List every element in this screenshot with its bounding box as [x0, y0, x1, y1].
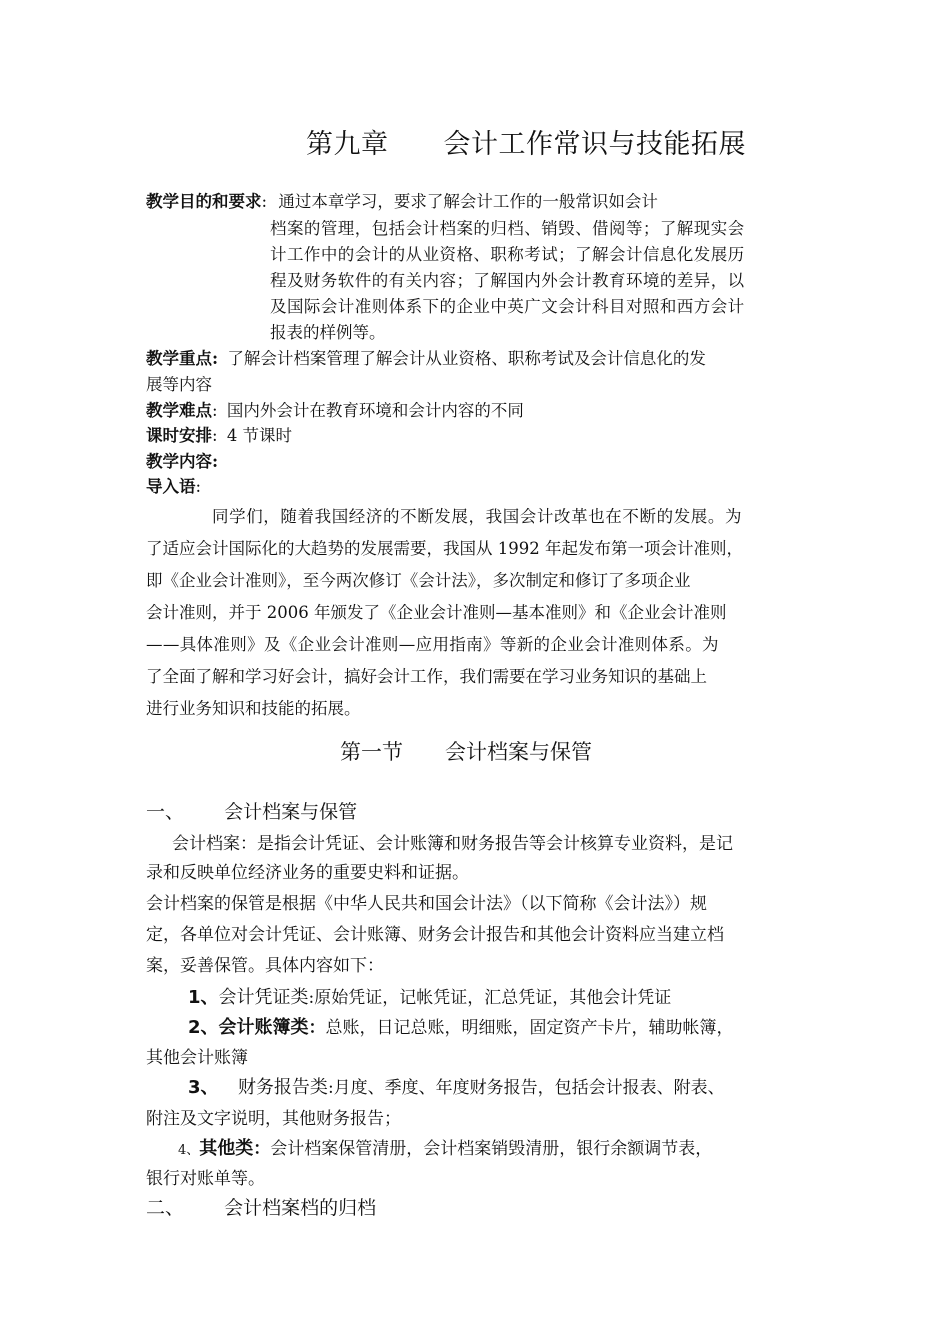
content-label: 教学内容: [146, 452, 219, 471]
section-title: 第一节 会计档案与保管 [340, 740, 592, 764]
intro-heading [146, 473, 201, 497]
objectives-colon: : [261, 192, 268, 211]
intro-line: 同学们，随着我国经济的不断发展，我国会计改革也在不断的发展。为 [212, 507, 743, 526]
intro-line: 会计准则，并于 2006 年颁发了《企业会计准则—基本准则》和《企业会计准则 [146, 603, 727, 622]
category-item [188, 1013, 734, 1039]
intro-label: 导入语 [146, 477, 196, 496]
category-item [188, 983, 671, 1009]
key-points-line: 了解会计档案管理了解会计从业资格、职称考试及会计信息化的发 [227, 349, 706, 368]
intro-line: 即《企业会计准则》，至今两次修订《会计法》，多次制定和修订了多项企业 [146, 571, 691, 590]
objectives-line: 及国际会计准则体系下的企业中英广文会计科目对照和西方会计 [270, 297, 745, 316]
intro-line: 进行业务知识和技能的拓展。 [146, 699, 361, 718]
key-points [146, 345, 706, 369]
intro-line: 了适应会计国际化的大趋势的发展需要，我国从 1992 年起发布第一项会计准则， [146, 539, 743, 558]
objectives-line: 报表的样例等。 [270, 323, 386, 342]
objectives-label: 教学目的和要求 [146, 192, 262, 211]
category-number: 3、 [188, 1077, 219, 1098]
archive-keeping-line: 定，各单位对会计凭证、会计账簿、财务会计报告和其他会计资料应当建立档 [146, 925, 724, 945]
difficulty-text: 国内外会计在教育环境和会计内容的不同 [226, 401, 524, 420]
category-label: 财务报告类 [237, 1077, 328, 1098]
category-colon: ： [308, 1018, 326, 1038]
archive-definition-label: 会计档案： [172, 834, 257, 854]
category-item [178, 1134, 712, 1160]
category-label: 会计凭证类 [218, 987, 309, 1008]
category-number: 4、 [178, 1143, 200, 1158]
archive-keeping-line: 案，妥善保管。具体内容如下： [146, 956, 384, 976]
intro-line: 了全面了解和学习好会计，搞好会计工作，我们需要在学习业务知识的基础上 [146, 667, 707, 686]
chapter-title: 第九章 会计工作常识与技能拓展 [306, 129, 746, 160]
archive-definition-line: 录和反映单位经济业务的重要史料和证据。 [146, 863, 469, 883]
heading-2-number: 二、 [146, 1197, 185, 1219]
schedule [146, 422, 292, 446]
intro-colon: : [195, 477, 202, 496]
category-colon: : [327, 1078, 334, 1098]
heading-1 [146, 797, 357, 824]
objectives-line: 程及财务软件的有关内容；了解国内外会计教育环境的差异，以 [270, 271, 745, 290]
objectives-first-line [146, 188, 658, 212]
category-text: 会计档案保管清册，会计档案销毁清册，银行余额调节表， [270, 1139, 713, 1159]
category-text: 原始凭证，记帐凭证，汇总凭证，其他会计凭证 [314, 988, 672, 1008]
category-number: 1、 [188, 987, 219, 1008]
category-label: 会计账簿类 [218, 1017, 309, 1038]
category-text-continued: 银行对账单等。 [146, 1169, 265, 1189]
category-item [188, 1073, 725, 1099]
category-text-continued: 附注及文字说明，其他财务报告； [146, 1109, 401, 1129]
archive-definition-line [172, 829, 733, 854]
archive-definition-text: 是指会计凭证、会计账簿和财务报告等会计核算专业资料，是记 [257, 834, 733, 854]
category-text: 月度、季度、年度财务报告，包括会计报表、附表、 [333, 1078, 725, 1098]
category-text-continued: 其他会计账簿 [146, 1048, 248, 1068]
category-colon: ： [253, 1139, 271, 1159]
category-label: 其他类 [199, 1138, 254, 1159]
difficulty-label: 教学难点 [146, 401, 212, 420]
objectives-line: 通过本章学习，要求了解会计工作的一般常识如会计 [278, 192, 658, 211]
heading-2 [146, 1193, 376, 1220]
key-points-label: 教学重点: [146, 349, 219, 368]
category-number: 2、 [188, 1017, 219, 1038]
heading-2-text: 会计档案档的归档 [224, 1197, 377, 1219]
category-colon: : [308, 988, 315, 1008]
difficulty [146, 397, 524, 421]
schedule-colon: : [212, 426, 218, 445]
heading-1-text: 会计档案与保管 [224, 801, 358, 823]
heading-1-number: 一、 [146, 801, 185, 823]
category-text: 总账，日记总账，明细账，固定资产卡片，辅助帐簿， [325, 1018, 734, 1038]
schedule-text: 4 节课时 [226, 426, 293, 445]
intro-line: ——具体准则》及《企业会计准则—应用指南》等新的企业会计准则体系。为 [146, 635, 719, 654]
objectives-line: 计工作中的会计的从业资格、职称考试；了解会计信息化发展历 [270, 245, 745, 264]
schedule-label: 课时安排 [146, 426, 212, 445]
difficulty-colon: : [212, 401, 218, 420]
key-points-line: 展等内容 [146, 375, 212, 394]
archive-keeping-line: 会计档案的保管是根据《中华人民共和国会计法》（以下简称《会计法》）规 [146, 894, 707, 914]
objectives-line: 档案的管理，包括会计档案的归档、销毁、借阅等；了解现实会 [270, 219, 745, 238]
